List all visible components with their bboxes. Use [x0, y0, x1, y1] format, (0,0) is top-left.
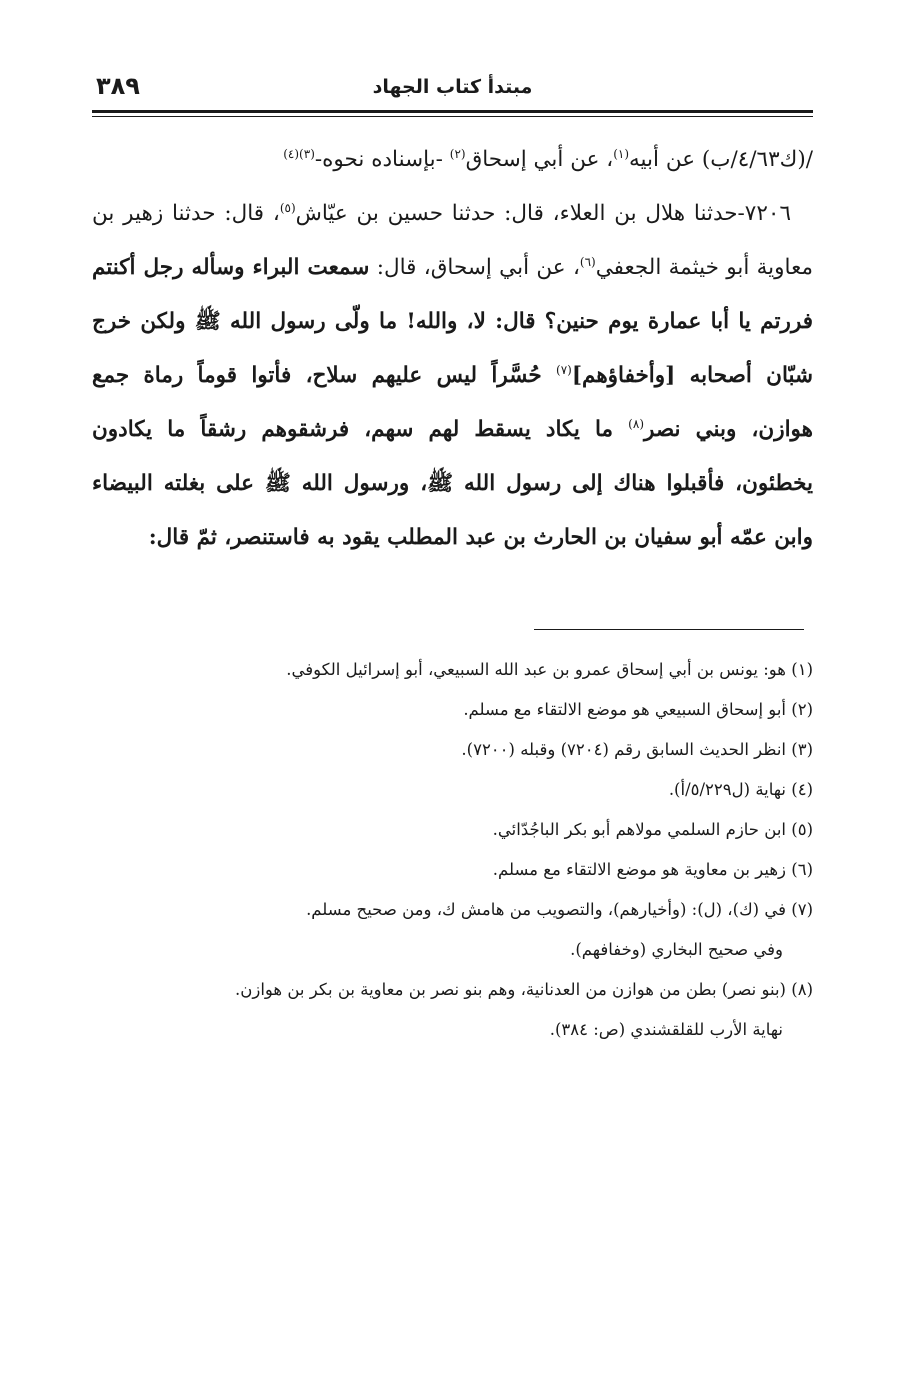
hadith-matn-3: ما يكاد يسقط لهم سهم، فرشقوهم رشقاً ما يكادون يخطئون، فأقبلوا هناك إلى رسول الله ﷺ، ورسول الله ﷺ على بغلته البيضاء وابن عمّه أبو سفيان بن الحارث بن عبد المطلب يقود به فاستنصر، ثمّ قال: — [92, 417, 813, 550]
footnote-8: (٨) (بنو نصر) بطن من هوازن من العدنانية، وهم بنو نصر بن معاوية بن بكر بن هوازن. — [234, 980, 813, 999]
footnote-6: (٦) زهير بن معاوية هو موضع الالتقاء مع مسلم. — [492, 860, 813, 879]
footnote-ref-7: (٧) — [556, 362, 572, 377]
header-rule — [92, 116, 813, 117]
chain-text: /(ك٤/٦٣/ب) عن أبيه — [629, 147, 813, 172]
chain-text-2: ، عن أبي إسحاق — [465, 147, 614, 172]
isnad-text: ٧٢٠٦-حدثنا هلال بن العلاء، قال: حدثنا حسين بن عيّاش — [295, 201, 791, 226]
footnote-ref-5: (٥) — [279, 200, 296, 215]
main-text — [92, 133, 813, 565]
footnote-5: (٥) ابن حازم السلمي مولاهم أبو بكر الباجُدّائي. — [492, 820, 813, 839]
footnote-separator — [92, 629, 813, 630]
footnote-ref-2: (٢) — [449, 146, 466, 161]
chain-text-3: -بإسناده نحوه- — [314, 147, 450, 172]
footnote-ref-1: (١) — [613, 146, 630, 161]
page-number: ٣٨٩ — [96, 72, 140, 100]
running-header — [92, 66, 813, 113]
footnote-ref-6: (٦) — [579, 254, 596, 269]
footnote-1: (١) هو: يونس بن أبي إسحاق عمرو بن عبد الله السبيعي، أبو إسرائيل الكوفي. — [286, 660, 813, 679]
text-line-chain — [92, 133, 813, 187]
hadith-matn-1: سمعت البراء وسأله رجل أكنتم فررتم يا أبا عمارة يوم حنين؟ قال: لا، والله! ما ولّى رسول الله ﷺ ولكن خرج شبّان أصحابه [وأخفاؤهم] — [92, 255, 814, 388]
isnad-text-3: ، عن أبي إسحاق، قال: — [369, 255, 580, 280]
hadith-matn-2: حُسَّراً ليس عليهم سلاح، فأتوا قوماً رماة جمع هوازن، وبني نصر — [92, 363, 813, 442]
footnote-4: (٤) نهاية (ل٥/٢٢٩/أ). — [668, 780, 813, 799]
chapter-title: مبتدأ كتاب الجهاد — [372, 76, 533, 98]
footnote-ref-3-4: (٣)(٤) — [283, 146, 315, 161]
footnote-8-continued: نهاية الأرب للقلقشندي (ص: ٣٨٤). — [549, 1020, 783, 1039]
footnote-2: (٢) أبو إسحاق السبيعي هو موضع الالتقاء مع مسلم. — [463, 700, 813, 719]
footnotes — [92, 650, 813, 1050]
hadith-paragraph — [92, 187, 813, 565]
isnad-text-2: ، قال: حدثنا زهير بن معاوية أبو خيثمة الجعفي — [92, 201, 813, 280]
footnote-7: (٧) في (ك)، (ل): (وأخيارهم)، والتصويب من هامش ك، ومن صحيح مسلم. — [306, 900, 813, 919]
book-page — [92, 66, 813, 1316]
footnote-ref-8: (٨) — [628, 416, 644, 431]
footnote-7-continued: وفي صحيح البخاري (وخفافهم). — [570, 940, 783, 959]
footnote-3: (٣) انظر الحديث السابق رقم (٧٢٠٤) وقبله (٧٢٠٠). — [461, 740, 813, 759]
